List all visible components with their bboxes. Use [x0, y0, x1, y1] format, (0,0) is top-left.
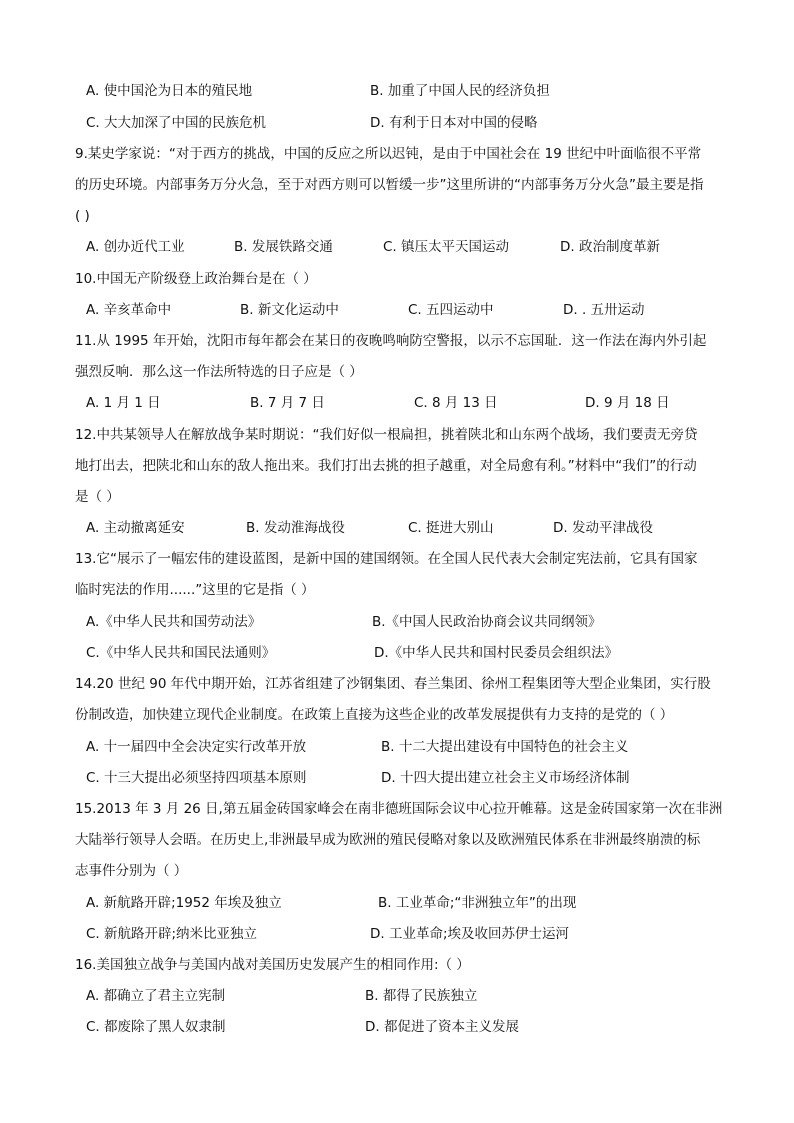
q15-option-c[interactable]: C. 新航路开辟;纳米比亚独立 — [86, 926, 258, 942]
q12-stem-line-2: 地打出去，把陕北和山东的敌人拖出来。我们打出去挑的担子越重，对全局愈有利。”材料中“我们”的行动 — [75, 458, 697, 474]
q13-stem-line-1: 13.它“展示了一幅宏伟的建设蓝图，是新中国的建国纲领。在全国人民代表大会制定宪法前，它具有国家 — [75, 551, 698, 567]
q14-stem-line-2: 份制改造，加快建立现代企业制度。在政策上直接为这些企业的改革发展提供有力支持的是党的（ ） — [75, 707, 674, 723]
q14-option-b[interactable]: B. 十二大提出建设有中国特色的社会主义 — [381, 739, 629, 755]
q10-option-c[interactable]: C. 五四运动中 — [408, 302, 494, 318]
q9-stem-line-2: 的历史环境。内部事务万分火急，至于对西方则可以暂缓一步”这里所讲的“内部事务万分火急”最主要是指 — [75, 177, 704, 193]
q15-option-d[interactable]: D. 工业革命;埃及收回苏伊士运河 — [370, 926, 570, 942]
q8-option-b[interactable]: B. 加重了中国人民的经济负担 — [370, 83, 550, 99]
q15-option-a[interactable]: A. 新航路开辟;1952 年埃及独立 — [86, 895, 282, 911]
q13-option-b[interactable]: B.《中国人民政治协商会议共同纲领》 — [372, 614, 602, 630]
q13-option-d[interactable]: D.《中华人民共和国村民委员会组织法》 — [374, 645, 619, 661]
q8-option-c[interactable]: C. 大大加深了中国的民族危机 — [86, 115, 267, 131]
q12-option-b[interactable]: B. 发动淮海战役 — [246, 520, 345, 536]
q13-stem-line-2: 临时宪法的作用......”这里的它是指（ ） — [75, 582, 315, 598]
q13-option-c[interactable]: C.《中华人民共和国民法通则》 — [86, 645, 276, 661]
q9-option-d[interactable]: D. 政治制度革新 — [560, 239, 660, 255]
q8-option-a[interactable]: A. 使中国沦为日本的殖民地 — [86, 83, 253, 99]
q16-stem: 16.美国独立战争与美国内战对美国历史发展产生的相同作用:（ ） — [75, 957, 470, 973]
q12-option-d[interactable]: D. 发动平津战役 — [553, 520, 653, 536]
q15-stem-line-2: 大陆举行领导人会晤。在历史上,非洲最早成为欧洲的殖民侵略对象以及欧洲殖民体系在非洲最终崩溃的标 — [75, 832, 701, 848]
q15-option-b[interactable]: B. 工业革命;“非洲独立年”的出现 — [378, 895, 577, 911]
q15-stem-line-1: 15.2013 年 3 月 26 日,第五届金砖国家峰会在南非德班国际会议中心拉开帷幕。这是金砖国家第一次在非洲 — [75, 801, 723, 817]
q12-stem-line-3: 是（ ） — [75, 489, 120, 505]
q14-option-a[interactable]: A. 十一届四中全会决定实行改革开放 — [86, 739, 307, 755]
q11-option-a[interactable]: A. 1 月 1 日 — [86, 395, 161, 411]
q9-option-a[interactable]: A. 创办近代工业 — [86, 239, 185, 255]
q12-stem-line-1: 12.中共某领导人在解放战争某时期说：“我们好似一根扁担，挑着陕北和山东两个战场，我们要责无旁贷 — [75, 427, 698, 443]
q10-stem: 10.中国无产阶级登上政治舞台是在（ ） — [75, 271, 317, 287]
q13-option-a[interactable]: A.《中华人民共和国劳动法》 — [86, 614, 262, 630]
q11-option-c[interactable]: C. 8 月 13 日 — [414, 395, 498, 411]
q10-option-b[interactable]: B. 新文化运动中 — [240, 302, 339, 318]
q11-stem-line-1: 11.从 1995 年开始，沈阳市每年都会在某日的夜晚鸣响防空警报，以示不忘国耻．这一作法在海内外引起 — [75, 333, 707, 349]
q14-option-d[interactable]: D. 十四大提出建立社会主义市场经济体制 — [381, 770, 630, 786]
q9-stem-line-3: ( ) — [75, 208, 90, 224]
q11-stem-line-2: 强烈反响．那么这一作法所特选的日子应是（ ） — [75, 364, 363, 380]
q8-option-d[interactable]: D. 有利于日本对中国的侵略 — [370, 115, 538, 131]
q11-option-d[interactable]: D. 9 月 18 日 — [585, 395, 670, 411]
q12-option-c[interactable]: C. 挺进大别山 — [408, 520, 494, 536]
q9-stem-line-1: 9.某史学家说：“对于西方的挑战，中国的反应之所以迟钝，是由于中国社会在 19 世纪中叶面临很不平常 — [75, 146, 702, 162]
q12-option-a[interactable]: A. 主动撤离延安 — [86, 520, 185, 536]
q9-option-b[interactable]: B. 发展铁路交通 — [234, 239, 333, 255]
q16-option-d[interactable]: D. 都促进了资本主义发展 — [365, 1019, 519, 1035]
q11-option-b[interactable]: B. 7 月 7 日 — [250, 395, 325, 411]
q15-stem-line-3: 志事件分别为（ ） — [75, 863, 188, 879]
q14-option-c[interactable]: C. 十三大提出必须坚持四项基本原则 — [86, 770, 307, 786]
q9-option-c[interactable]: C. 镇压太平天国运动 — [383, 239, 510, 255]
q16-option-a[interactable]: A. 都确立了君主立宪制 — [86, 988, 226, 1004]
q16-option-c[interactable]: C. 都废除了黑人奴隶制 — [86, 1019, 226, 1035]
q14-stem-line-1: 14.20 世纪 90 年代中期开始，江苏省组建了沙钢集团、春兰集团、徐州工程集团等大型企业集团，实行股 — [75, 676, 711, 692]
q16-option-b[interactable]: B. 都得了民族独立 — [365, 988, 478, 1004]
q10-option-d[interactable]: D. . 五卅运动 — [563, 302, 645, 318]
q10-option-a[interactable]: A. 辛亥革命中 — [86, 302, 172, 318]
